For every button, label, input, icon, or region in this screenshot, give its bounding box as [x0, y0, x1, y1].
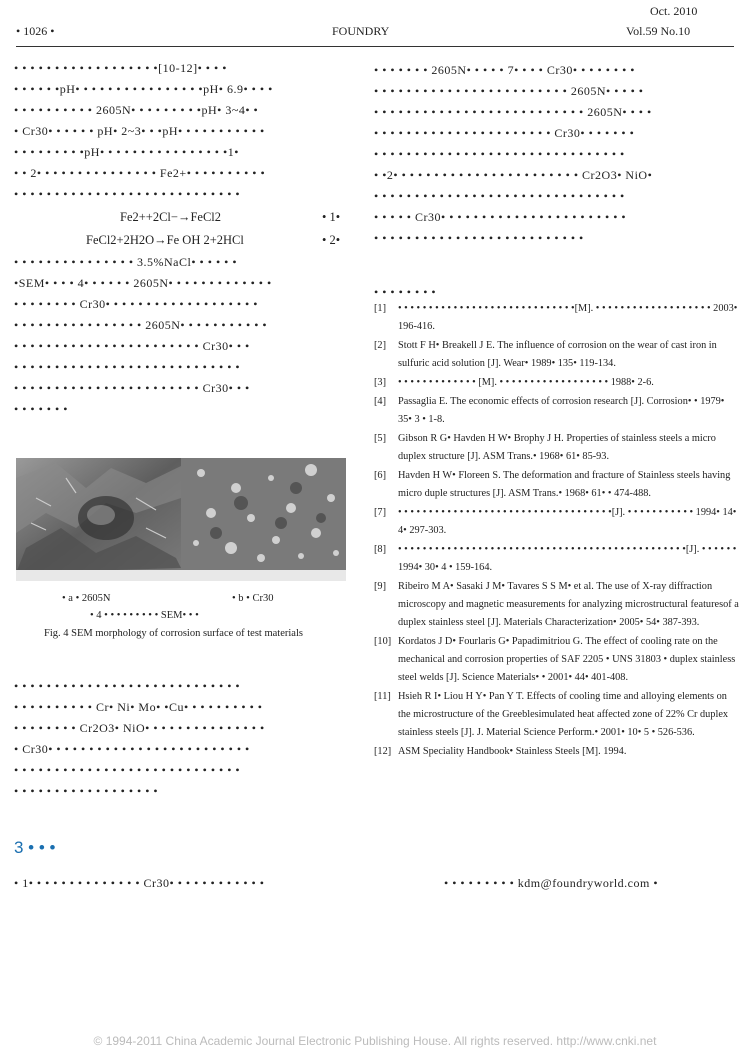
body-line: • • • • • •pH• • • • • • • • • • • • • • • •pH• 6.9• • • •: [14, 82, 273, 96]
body-line: • • • • • Cr30• • • • • • • • • • • • • • • • • • • • • • •: [374, 210, 627, 224]
references-heading: • • • • • • • •: [374, 285, 437, 299]
section-heading: 3 • • •: [14, 838, 56, 857]
left-column-top: [14, 58, 366, 205]
body-line: • • • • • • • • • • • • • • • • • • • • • • • • 2605N• • • • •: [374, 84, 644, 98]
reference-item: [4] Passaglia E. The economic effects of corrosion research [J]. Corrosion• • 1979• 35• 3 • 1-8.: [374, 396, 725, 425]
body-line: • • • • • • • • • • • • • • • • • • • • • • • • • • • •: [14, 763, 241, 777]
body-line: • •2• • • • • • • • • • • • • • • • • • • • • • • Cr2O3• NiO•: [374, 168, 653, 182]
header-date: Oct. 2010: [650, 4, 698, 18]
equation-2: FeCl2+2H2O→Fe OH 2+2HCl: [86, 233, 244, 247]
body-line: • • • • • • • • • • Cr• Ni• Mo• •Cu• • • • • • • • • •: [14, 700, 263, 714]
body-line: • • • • • • • • • • 2605N• • • • • • • • •pH• 3~4• •: [14, 103, 259, 117]
conclusion-line: • 1• • • • • • • • • • • • • • Cr30• • • • • • • • • • • •: [14, 876, 265, 890]
left-column-bottom: [14, 676, 366, 802]
body-line: • • • • • • • • • • • • • • • • • • • • • • • • • • 2605N• • • •: [374, 105, 652, 119]
body-line: • • • • • • • • • • • • • • • • 2605N• • • • • • • • • • •: [14, 318, 268, 332]
figure-label-a: • a • 2605N: [62, 593, 111, 604]
body-line: • • • • • • • • • • • • • • • • • • • • • • • Cr30• • •: [14, 381, 250, 395]
right-column-body: [374, 60, 740, 249]
body-line: • • • • • • • • Cr30• • • • • • • • • • • • • • • • • • •: [14, 297, 258, 311]
reference-item: [11] Hsieh R I• Liou H Y• Pan Y T. Effects of cooling time and alloying elements on the microstructure of the Greeblesimulated heat affected zone of 22% Cr duplex stainless steels [J]. J. Material Science Perform.• 2001• 10• 5 • 526-536.: [374, 691, 729, 738]
body-line: •SEM• • • • 4• • • • • • 2605N• • • • • • • • • • • • •: [14, 276, 272, 290]
equation-1-number: • 1•: [322, 210, 341, 224]
body-line: • • • • • • • 2605N• • • • • 7• • • • Cr30• • • • • • • •: [374, 63, 635, 77]
reference-item: [2] Stott F H• Breakell J E. The influence of corrosion on the wear of cast iron in sulfuric acid solution [J]. Wear• 1989• 135• 119-134.: [374, 340, 717, 369]
reference-item: [3] • • • • • • • • • • • • • [M]. • • • • • • • • • • • • • • • • • • 1988• 2-6.: [374, 377, 654, 388]
figure-label-b: • b • Cr30: [232, 593, 274, 604]
figure-caption-cn: • 4 • • • • • • • • • SEM• • •: [90, 610, 199, 621]
reference-item: [10] Kordatos J D• Fourlaris G• Papadimitriou G. The effect of cooling rate on the mechanical and corrosion properties of SAF 2205 • UNS 31803 • duplex stainless steel welds [J]. Science Materials• • 2001• 44• 401-408.: [374, 636, 736, 683]
reference-item: [9] Ribeiro M A• Sasaki J M• Tavares S S M• et al. The use of X-ray diffraction microscopy and magnetic measurements for analyzing microstructural featuresof a duplex stainless steel [J]. Materials Characterization• 2005• 54• 387-393.: [374, 581, 739, 628]
header-journal-name: FOUNDRY: [332, 24, 390, 38]
reference-item: [6] Havden H W• Floreen S. The deformation and fracture of Stainless steels having micro duple structures [J]. ASM Trans.• 1968• 61• • 474-488.: [374, 470, 731, 499]
body-line: • • • • • • •: [14, 402, 68, 416]
body-line: • • • • • • • • Cr2O3• NiO• • • • • • • • • • • • • • •: [14, 721, 265, 735]
reference-item: [7] • • • • • • • • • • • • • • • • • • • • • • • • • • • • • • • • • • •[J]. • • • • • • • • • • • 1994• 14• 4• 297-303.: [374, 507, 737, 536]
body-line: • • • • • • • • •pH• • • • • • • • • • • • • • • •1•: [14, 145, 239, 159]
equation-2-number: • 2•: [322, 233, 341, 247]
body-line: • • • • • • • • • • • • • • • • • • • • • • • • • • • • • • •: [374, 147, 625, 161]
body-line: • • • • • • • • • • • • • • • • • • • • • • • • • • • •: [14, 187, 241, 201]
body-line: • • • • • • • • • • • • • • • • • • • • • • • • • • • •: [14, 360, 241, 374]
sem-image-2605n: [16, 458, 181, 581]
reference-item: [1] • • • • • • • • • • • • • • • • • • • • • • • • • • • • •[M]. • • • • • • • • • • • • • • • • • • • 2003• 196-416.: [374, 303, 738, 332]
header-page-number: • 1026 •: [16, 24, 55, 38]
body-line: • • • • • • • • • • • • • • • 3.5%NaCl• • • • • •: [14, 255, 238, 269]
equation-1: Fe2++2Cl−→FeCl2: [120, 210, 222, 224]
body-line: • • • • • • • • • • • • • • • • • • • • • • • • • • • •: [14, 679, 241, 693]
header-volume: Vol.59 No.10: [626, 24, 691, 38]
body-line: • • • • • • • • • • • • • • • • • •: [14, 784, 159, 798]
footer-copyright: © 1994-2011 China Academic Journal Electronic Publishing House. All rights reserved. http://www.cnki.net: [93, 1034, 657, 1048]
body-line: • • • • • • • • • • • • • • • • • • • • • • • Cr30• • •: [14, 339, 250, 353]
body-line: • • • • • • • • • • • • • • • • • • • • • • • • • •: [374, 231, 584, 245]
body-line: • • • • • • • • • • • • • • • • • • • • • • Cr30• • • • • • •: [374, 126, 635, 140]
body-line: • Cr30• • • • • • pH• 2~3• • •pH• • • • • • • • • • •: [14, 124, 265, 138]
sem-image-cr30: [181, 458, 346, 581]
reference-item: [5] Gibson R G• Havden H W• Brophy J H. Properties of stainless steels a micro duplex structure [J]. ASM Trans.• 1968• 61• 85-93.: [374, 433, 716, 462]
reference-item: [12] ASM Speciality Handbook• Stainless Steels [M]. 1994.: [374, 746, 627, 757]
body-line: • • 2• • • • • • • • • • • • • • • Fe2+• • • • • • • • • •: [14, 166, 266, 180]
figure-caption-en: Fig. 4 SEM morphology of corrosion surface of test materials: [44, 628, 303, 639]
body-line: • • • • • • • • • • • • • • • • • •[10-12]• • • •: [14, 61, 227, 75]
body-line: • • • • • • • • • • • • • • • • • • • • • • • • • • • • • • •: [374, 189, 625, 203]
contact-email-line: • • • • • • • • • kdm@foundryworld.com •: [444, 876, 659, 890]
header-rule: [16, 46, 734, 47]
body-line: • Cr30• • • • • • • • • • • • • • • • • • • • • • • • •: [14, 742, 250, 756]
references-list: [374, 300, 740, 762]
reference-item: [8] • • • • • • • • • • • • • • • • • • • • • • • • • • • • • • • • • • • • • • • • • • • • • • •[J]. • • • • • • 1994• 30• 4 • 159-164.: [374, 544, 737, 573]
left-column-middle: [14, 252, 366, 420]
